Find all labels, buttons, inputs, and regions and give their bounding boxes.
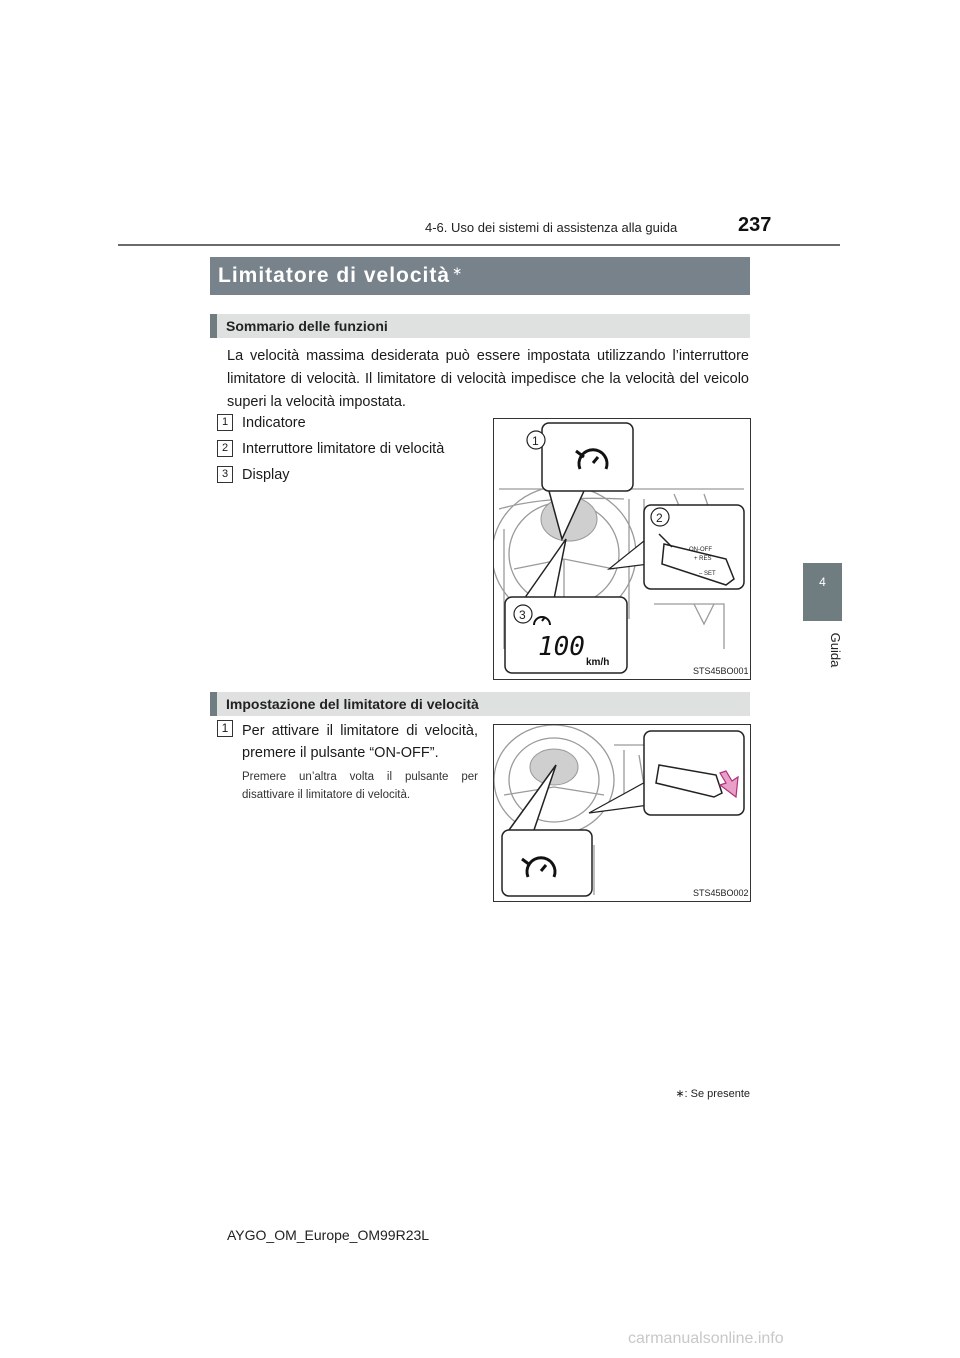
switch-label-res: + RES: [694, 556, 712, 562]
switch-label-set: – SET: [699, 571, 716, 577]
page-number: 237: [738, 214, 772, 236]
list-number: 2: [217, 440, 233, 457]
figure-code: STS45BO001: [693, 666, 749, 676]
chapter-tab: [803, 563, 842, 621]
step-text: Per attivare il limitatore di velocità, premere il pulsante “ON-OFF”.: [242, 723, 478, 761]
section-heading: Sommario delle funzioni: [226, 318, 388, 334]
chapter-tab-number: 4: [819, 575, 826, 589]
list-item: Display: [242, 467, 290, 483]
callout-3: 3: [519, 608, 526, 622]
switch-label-onoff: ON-OFF: [689, 547, 712, 553]
footer-doc-id: AYGO_OM_Europe_OM99R23L: [227, 1227, 430, 1243]
figure-illustration: [494, 419, 750, 679]
section-heading: Impostazione del limitatore di velocità: [226, 696, 479, 712]
page-title: [218, 264, 463, 288]
list-item: Indicatore: [242, 415, 306, 431]
step-number: 1: [217, 720, 233, 737]
title-asterisk: ∗: [452, 264, 464, 278]
display-value: 100: [538, 632, 585, 662]
section-heading-mark: [210, 692, 217, 716]
header-rule: [118, 244, 840, 246]
running-header-section: 4-6. Uso dei sistemi di assistenza alla guida: [425, 220, 678, 235]
step-note: Premere un’altra volta il pulsante per disattivare il limitatore di velocità.: [242, 771, 478, 801]
figure-speed-limiter-onoff: [493, 724, 751, 902]
list-number: 1: [217, 414, 233, 431]
list-item: Interruttore limitatore di velocità: [242, 441, 445, 457]
intro-paragraph: La velocità massima desiderata può essere impostata utilizzando l’interruttore limitatore di velocità. Il limitatore di velocità impedisce che la velocità del veicolo superi la velocità impostata.: [227, 348, 749, 410]
figure-illustration: [494, 725, 750, 901]
page-title-text: Limitatore di velocità: [218, 264, 451, 287]
footnote: ∗: Se presente: [675, 1088, 750, 1100]
figure-speed-limiter-overview: [493, 418, 751, 680]
display-unit: km/h: [586, 657, 610, 668]
list-number: 3: [217, 466, 233, 483]
watermark: carmanualsonline.info: [628, 1330, 784, 1347]
figure-code: STS45BO002: [693, 888, 749, 898]
chapter-tab-label-text: Guida: [828, 632, 843, 668]
callout-1: 1: [532, 434, 539, 448]
callout-2: 2: [656, 511, 663, 525]
section-heading-mark: [210, 314, 217, 338]
chapter-tab-label: [793, 630, 853, 670]
